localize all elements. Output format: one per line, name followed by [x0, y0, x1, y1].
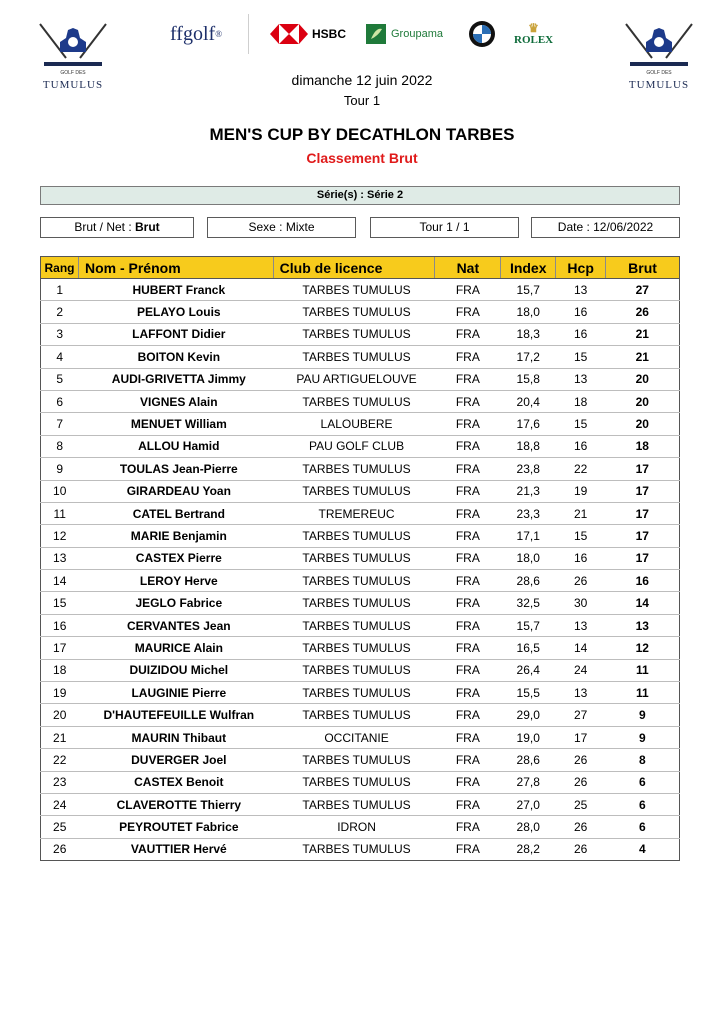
event-date: dimanche 12 juin 2022	[291, 72, 433, 88]
rang-cell: 21	[41, 726, 79, 748]
brut-cell: 12	[606, 637, 680, 659]
hcp-cell: 26	[556, 816, 606, 838]
column-header-nom: Nom - Prénom	[78, 257, 273, 279]
hcp-cell: 13	[556, 614, 606, 636]
hcp-cell: 21	[556, 502, 606, 524]
nat-cell: FRA	[435, 413, 501, 435]
event-title: MEN'S CUP BY DECATHLON TARBES	[209, 125, 515, 144]
hcp-cell: 13	[556, 279, 606, 301]
table-row	[41, 346, 680, 368]
nat-cell: FRA	[435, 592, 501, 614]
club-cell: LALOUBERE	[273, 413, 435, 435]
name-cell: BOITON Kevin	[78, 346, 273, 368]
table-row	[41, 502, 680, 524]
club-cell: TARBES TUMULUS	[273, 323, 435, 345]
brut-cell: 14	[606, 592, 680, 614]
sponsor-bar	[152, 10, 582, 58]
nat-cell: FRA	[435, 346, 501, 368]
hcp-cell: 27	[556, 704, 606, 726]
rang-cell: 12	[41, 525, 79, 547]
club-cell: TARBES TUMULUS	[273, 570, 435, 592]
club-cell: TARBES TUMULUS	[273, 547, 435, 569]
name-cell: CASTEX Pierre	[78, 547, 273, 569]
index-cell: 17,1	[501, 525, 556, 547]
club-cell: TARBES TUMULUS	[273, 682, 435, 704]
hcp-cell: 15	[556, 346, 606, 368]
brut-cell: 9	[606, 704, 680, 726]
rang-cell: 5	[41, 368, 79, 390]
hcp-cell: 17	[556, 726, 606, 748]
club-cell: TARBES TUMULUS	[273, 592, 435, 614]
club-cell: PAU ARTIGUELOUVE	[273, 368, 435, 390]
name-cell: DUVERGER Joel	[78, 749, 273, 771]
rang-cell: 11	[41, 502, 79, 524]
brut-cell: 17	[606, 525, 680, 547]
table-row	[41, 368, 680, 390]
hcp-cell: 15	[556, 413, 606, 435]
table-row	[41, 301, 680, 323]
table-header-row	[41, 257, 680, 279]
name-cell: AUDI-GRIVETTA Jimmy	[78, 368, 273, 390]
hcp-cell: 25	[556, 793, 606, 815]
brut-cell: 17	[606, 458, 680, 480]
name-cell: CLAVEROTTE Thierry	[78, 793, 273, 815]
table-row	[41, 592, 680, 614]
nat-cell: FRA	[435, 502, 501, 524]
column-header-club: Club de licence	[273, 257, 435, 279]
table-row	[41, 793, 680, 815]
nat-cell: FRA	[435, 570, 501, 592]
table-row	[41, 816, 680, 838]
index-cell: 32,5	[501, 592, 556, 614]
table-row	[41, 480, 680, 502]
name-cell: PEYROUTET Fabrice	[78, 816, 273, 838]
table-row	[41, 771, 680, 793]
rang-cell: 9	[41, 458, 79, 480]
nat-cell: FRA	[435, 704, 501, 726]
column-header-rang: Rang	[41, 257, 79, 279]
rang-cell: 22	[41, 749, 79, 771]
nat-cell: FRA	[435, 435, 501, 457]
club-cell: TARBES TUMULUS	[273, 458, 435, 480]
brut-cell: 8	[606, 749, 680, 771]
hsbc-logo	[270, 10, 346, 58]
brut-cell: 11	[606, 659, 680, 681]
name-cell: MAURICE Alain	[78, 637, 273, 659]
brut-cell: 17	[606, 502, 680, 524]
hcp-cell: 16	[556, 547, 606, 569]
name-cell: MAURIN Thibaut	[78, 726, 273, 748]
club-cell: TARBES TUMULUS	[273, 793, 435, 815]
nat-cell: FRA	[435, 793, 501, 815]
rang-cell: 20	[41, 704, 79, 726]
index-cell: 23,8	[501, 458, 556, 480]
hcp-cell: 26	[556, 838, 606, 860]
rang-cell: 7	[41, 413, 79, 435]
rang-cell: 17	[41, 637, 79, 659]
name-cell: PELAYO Louis	[78, 301, 273, 323]
table-row	[41, 659, 680, 681]
ffgolf-logo: ffgolf ®	[170, 22, 223, 45]
brut-cell: 20	[606, 413, 680, 435]
index-cell: 28,6	[501, 570, 556, 592]
nat-cell: FRA	[435, 323, 501, 345]
nat-cell: FRA	[435, 480, 501, 502]
club-cell: TARBES TUMULUS	[273, 838, 435, 860]
name-cell: LEROY Herve	[78, 570, 273, 592]
hcp-cell: 18	[556, 390, 606, 412]
brut-cell: 9	[606, 726, 680, 748]
brut-cell: 27	[606, 279, 680, 301]
rang-cell: 14	[41, 570, 79, 592]
club-cell: TARBES TUMULUS	[273, 301, 435, 323]
rang-cell: 26	[41, 838, 79, 860]
nat-cell: FRA	[435, 659, 501, 681]
svg-text:GOLF DES: GOLF DES	[646, 70, 672, 76]
hsbc-label: HSBC	[312, 27, 347, 41]
brut-cell: 21	[606, 346, 680, 368]
rang-cell: 15	[41, 592, 79, 614]
tour-box: Tour 1 / 1	[370, 217, 519, 238]
hcp-cell: 14	[556, 637, 606, 659]
name-cell: DUIZIDOU Michel	[78, 659, 273, 681]
index-cell: 17,2	[501, 346, 556, 368]
brut-cell: 17	[606, 547, 680, 569]
nat-cell: FRA	[435, 771, 501, 793]
club-name: TUMULUS	[42, 79, 104, 91]
brut-cell: 20	[606, 390, 680, 412]
name-cell: HUBERT Franck	[78, 279, 273, 301]
hcp-cell: 16	[556, 435, 606, 457]
table-row	[41, 570, 680, 592]
rang-cell: 18	[41, 659, 79, 681]
groupama-logo	[366, 10, 443, 58]
club-cell: TARBES TUMULUS	[273, 480, 435, 502]
brut-cell: 11	[606, 682, 680, 704]
index-cell: 15,8	[501, 368, 556, 390]
rang-cell: 4	[41, 346, 79, 368]
nat-cell: FRA	[435, 726, 501, 748]
brut-cell: 26	[606, 301, 680, 323]
rang-cell: 8	[41, 435, 79, 457]
club-cell: TARBES TUMULUS	[273, 749, 435, 771]
index-cell: 21,3	[501, 480, 556, 502]
club-name: TUMULUS	[628, 79, 690, 91]
name-cell: CASTEX Benoit	[78, 771, 273, 793]
rang-cell: 10	[41, 480, 79, 502]
brut-cell: 6	[606, 793, 680, 815]
club-cell: PAU GOLF CLUB	[273, 435, 435, 457]
index-cell: 18,8	[501, 435, 556, 457]
table-row	[41, 704, 680, 726]
index-cell: 29,0	[501, 704, 556, 726]
club-cell: TARBES TUMULUS	[273, 771, 435, 793]
club-cell: TARBES TUMULUS	[273, 637, 435, 659]
ffgolf-label: ffgolf	[170, 22, 216, 45]
rang-cell: 23	[41, 771, 79, 793]
brut-cell: 4	[606, 838, 680, 860]
name-cell: ALLOU Hamid	[78, 435, 273, 457]
rang-cell: 3	[41, 323, 79, 345]
index-cell: 28,2	[501, 838, 556, 860]
nat-cell: FRA	[435, 458, 501, 480]
column-header-nat: Nat	[435, 257, 501, 279]
hsbc-hexagon-icon	[270, 24, 308, 44]
table-row	[41, 547, 680, 569]
hcp-cell: 13	[556, 368, 606, 390]
name-cell: TOULAS Jean-Pierre	[78, 458, 273, 480]
nat-cell: FRA	[435, 637, 501, 659]
classement-subtitle: Classement Brut	[306, 150, 418, 166]
hcp-cell: 30	[556, 592, 606, 614]
name-cell: MARIE Benjamin	[78, 525, 273, 547]
brut-cell: 13	[606, 614, 680, 636]
brut-cell: 16	[606, 570, 680, 592]
index-cell: 26,4	[501, 659, 556, 681]
name-cell: CERVANTES Jean	[78, 614, 273, 636]
table-row	[41, 838, 680, 860]
table-row	[41, 749, 680, 771]
table-row	[41, 637, 680, 659]
nat-cell: FRA	[435, 838, 501, 860]
table-row	[41, 458, 680, 480]
table-row	[41, 390, 680, 412]
club-cell: TARBES TUMULUS	[273, 659, 435, 681]
index-cell: 18,0	[501, 547, 556, 569]
club-cell: OCCITANIE	[273, 726, 435, 748]
rang-cell: 13	[41, 547, 79, 569]
club-cell: TARBES TUMULUS	[273, 525, 435, 547]
club-cell: TARBES TUMULUS	[273, 704, 435, 726]
hcp-cell: 26	[556, 771, 606, 793]
hcp-cell: 13	[556, 682, 606, 704]
name-cell: LAFFONT Didier	[78, 323, 273, 345]
club-cell: TARBES TUMULUS	[273, 279, 435, 301]
nat-cell: FRA	[435, 816, 501, 838]
brut-cell: 20	[606, 368, 680, 390]
club-cell: TARBES TUMULUS	[273, 390, 435, 412]
event-tour: Tour 1	[343, 93, 381, 108]
index-cell: 18,0	[501, 301, 556, 323]
hcp-cell: 16	[556, 301, 606, 323]
rolex-logo	[514, 10, 553, 58]
crown-icon: ♛	[528, 21, 539, 35]
rang-cell: 16	[41, 614, 79, 636]
brut-cell: 17	[606, 480, 680, 502]
bmw-roundel-icon	[468, 20, 496, 48]
nat-cell: FRA	[435, 368, 501, 390]
index-cell: 28,0	[501, 816, 556, 838]
hcp-cell: 26	[556, 749, 606, 771]
club-cell: IDRON	[273, 816, 435, 838]
nat-cell: FRA	[435, 682, 501, 704]
index-cell: 23,3	[501, 502, 556, 524]
brut-cell: 21	[606, 323, 680, 345]
rang-cell: 6	[41, 390, 79, 412]
name-cell: CATEL Bertrand	[78, 502, 273, 524]
index-cell: 17,6	[501, 413, 556, 435]
index-cell: 18,3	[501, 323, 556, 345]
hcp-cell: 24	[556, 659, 606, 681]
hcp-cell: 26	[556, 570, 606, 592]
column-header-brut: Brut	[606, 257, 680, 279]
hcp-cell: 19	[556, 480, 606, 502]
serie-bar: Série(s) : Série 2	[40, 186, 680, 205]
date-box: Date : 12/06/2022	[531, 217, 680, 238]
results-table	[40, 256, 680, 861]
column-header-index: Index	[501, 257, 556, 279]
nat-cell: FRA	[435, 301, 501, 323]
column-header-hcp: Hcp	[556, 257, 606, 279]
club-cell: TARBES TUMULUS	[273, 614, 435, 636]
club-cell: TARBES TUMULUS	[273, 346, 435, 368]
name-cell: MENUET William	[78, 413, 273, 435]
index-cell: 15,7	[501, 614, 556, 636]
groupama-leaf-icon	[366, 24, 386, 44]
table-row	[41, 726, 680, 748]
table-row	[41, 279, 680, 301]
bmw-logo	[468, 10, 496, 58]
brut-net-label: Brut / Net :	[74, 220, 135, 234]
index-cell: 20,4	[501, 390, 556, 412]
rolex-label: ROLEX	[514, 34, 554, 46]
groupama-label: Groupama	[391, 28, 443, 40]
hcp-cell: 15	[556, 525, 606, 547]
tumulus-crest-icon	[34, 18, 112, 80]
index-cell: 28,6	[501, 749, 556, 771]
brut-cell: 6	[606, 816, 680, 838]
nat-cell: FRA	[435, 614, 501, 636]
sponsor-divider	[248, 14, 249, 54]
tumulus-crest-icon	[620, 18, 698, 80]
rang-cell: 1	[41, 279, 79, 301]
name-cell: D'HAUTEFEUILLE Wulfran	[78, 704, 273, 726]
name-cell: JEGLO Fabrice	[78, 592, 273, 614]
index-cell: 27,0	[501, 793, 556, 815]
rang-cell: 19	[41, 682, 79, 704]
brut-net-value: Brut	[135, 220, 160, 234]
sexe-box: Sexe : Mixte	[207, 217, 356, 238]
index-cell: 15,5	[501, 682, 556, 704]
name-cell: VIGNES Alain	[78, 390, 273, 412]
index-cell: 15,7	[501, 279, 556, 301]
svg-text:GOLF DES: GOLF DES	[60, 70, 86, 76]
nat-cell: FRA	[435, 547, 501, 569]
rang-cell: 2	[41, 301, 79, 323]
nat-cell: FRA	[435, 279, 501, 301]
nat-cell: FRA	[435, 390, 501, 412]
rang-cell: 25	[41, 816, 79, 838]
table-row	[41, 323, 680, 345]
brut-cell: 18	[606, 435, 680, 457]
index-cell: 19,0	[501, 726, 556, 748]
hcp-cell: 22	[556, 458, 606, 480]
brut-cell: 6	[606, 771, 680, 793]
rang-cell: 24	[41, 793, 79, 815]
table-row	[41, 614, 680, 636]
table-row	[41, 525, 680, 547]
nat-cell: FRA	[435, 749, 501, 771]
index-cell: 16,5	[501, 637, 556, 659]
name-cell: GIRARDEAU Yoan	[78, 480, 273, 502]
brut-net-box	[40, 217, 194, 238]
hcp-cell: 16	[556, 323, 606, 345]
name-cell: VAUTTIER Hervé	[78, 838, 273, 860]
index-cell: 27,8	[501, 771, 556, 793]
table-row	[41, 682, 680, 704]
table-row	[41, 435, 680, 457]
table-row	[41, 413, 680, 435]
nat-cell: FRA	[435, 525, 501, 547]
name-cell: LAUGINIE Pierre	[78, 682, 273, 704]
club-cell: TREMEREUC	[273, 502, 435, 524]
